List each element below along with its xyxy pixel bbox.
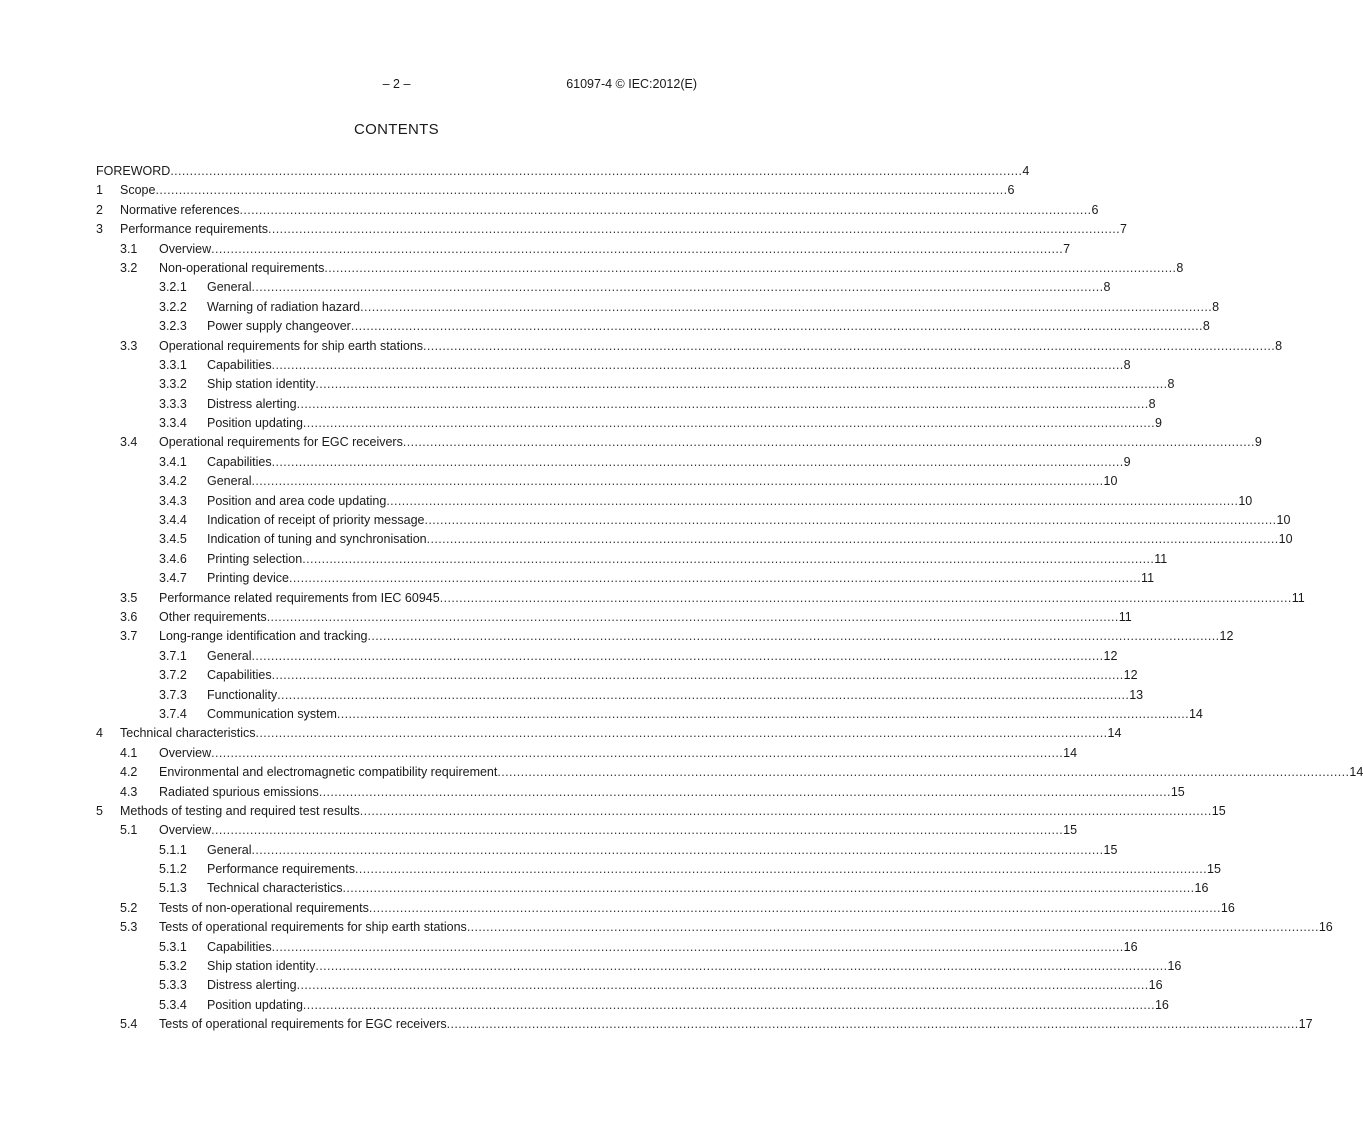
- toc-entry[interactable]: [96, 627, 1234, 646]
- toc-entry-page: 12: [1103, 648, 1118, 663]
- toc-entry-title: Printing selection: [207, 550, 302, 569]
- dot-leader: ............................................................................................................................................................................................................................: [271, 454, 1124, 469]
- toc-entry-title: Environmental and electromagnetic compatibility requirement: [159, 763, 497, 782]
- toc-entry-number: 3.2.3: [159, 319, 187, 334]
- dot-leader: ............................................................................................................................................................................................................................: [211, 241, 1064, 256]
- toc-entry[interactable]: [96, 375, 1175, 394]
- toc-entry[interactable]: [96, 162, 1030, 181]
- dot-leader: ............................................................................................................................................................................................................................: [211, 745, 1064, 760]
- toc-entry-page: 11: [1141, 571, 1155, 586]
- toc-entry[interactable]: [96, 957, 1182, 976]
- toc-entry-title: Capabilities: [207, 356, 272, 375]
- toc-entry-title: Position updating: [207, 996, 303, 1015]
- toc-entry-page: 11: [1154, 551, 1168, 566]
- toc-entry-number: 5.3.4: [159, 997, 187, 1012]
- toc-entry-page: 14: [1107, 726, 1122, 741]
- toc-entry[interactable]: [96, 453, 1131, 472]
- toc-entry-title: General: [207, 278, 251, 297]
- dot-leader: ............................................................................................................................................................................................................................: [350, 319, 1203, 334]
- toc-entry-title: Overview: [159, 821, 211, 840]
- toc-entry-page: 16: [1220, 900, 1235, 915]
- toc-entry[interactable]: [96, 918, 1333, 937]
- toc-entry-title: Normative references: [120, 201, 240, 220]
- toc-entry-title: General: [207, 647, 251, 666]
- toc-entry-page: 16: [1148, 978, 1163, 993]
- toc-entry-page: 14: [1188, 706, 1203, 721]
- toc-entry-title: Communication system: [207, 705, 337, 724]
- toc-entry-page: 11: [1118, 609, 1132, 624]
- toc-entry[interactable]: [96, 666, 1138, 685]
- table-of-contents: [96, 162, 1363, 1035]
- toc-entry-page: 16: [1123, 939, 1138, 954]
- toc-entry-number: 3.7.1: [159, 648, 187, 663]
- toc-entry[interactable]: [96, 1015, 1313, 1034]
- toc-entry-page: 10: [1103, 474, 1118, 489]
- toc-entry-title: Other requirements: [159, 608, 267, 627]
- toc-entry-page: 12: [1219, 629, 1234, 644]
- dot-leader: ............................................................................................................................................................................................................................: [402, 435, 1255, 450]
- toc-entry-number: 3.4: [120, 435, 138, 450]
- toc-entry[interactable]: [96, 433, 1262, 452]
- toc-entry-title: Printing device: [207, 569, 289, 588]
- dot-leader: ............................................................................................................................................................................................................................: [251, 648, 1104, 663]
- toc-entry-page: 8: [1167, 377, 1175, 392]
- toc-entry-number: 5.3: [120, 920, 138, 935]
- toc-entry-title: Overview: [159, 744, 211, 763]
- toc-entry-title: General: [207, 841, 251, 860]
- toc-entry[interactable]: [96, 996, 1169, 1015]
- dot-leader: ............................................................................................................................................................................................................................: [289, 571, 1142, 586]
- toc-entry-number: 3.7.3: [159, 687, 187, 702]
- toc-entry-page: 7: [1063, 241, 1071, 256]
- toc-entry-page: 6: [1007, 183, 1015, 198]
- toc-entry-number: 3.6: [120, 609, 138, 624]
- toc-entry[interactable]: [96, 899, 1235, 918]
- toc-entry[interactable]: [96, 783, 1185, 802]
- toc-entry-number: 1: [96, 183, 103, 198]
- toc-entry-number: 3.2.2: [159, 299, 187, 314]
- toc-entry-number: 3.3.4: [159, 416, 187, 431]
- toc-entry-number: 5.1.1: [159, 842, 187, 857]
- toc-entry-title: Functionality: [207, 686, 277, 705]
- toc-entry[interactable]: [96, 259, 1184, 278]
- dot-leader: ............................................................................................................................................................................................................................: [315, 959, 1168, 974]
- dot-leader: ............................................................................................................................................................................................................................: [446, 1017, 1299, 1032]
- toc-entry-page: 15: [1207, 862, 1221, 877]
- toc-entry-page: 15: [1063, 823, 1078, 838]
- toc-entry-number: 3.5: [120, 590, 138, 605]
- dot-leader: ............................................................................................................................................................................................................................: [267, 222, 1121, 237]
- dot-leader: ............................................................................................................................................................................................................................: [255, 726, 1108, 741]
- toc-entry-title: General: [207, 472, 251, 491]
- toc-entry[interactable]: [96, 511, 1291, 530]
- toc-entry[interactable]: [96, 414, 1162, 433]
- dot-leader: ............................................................................................................................................................................................................................: [426, 532, 1279, 547]
- toc-entry-number: 3.4.4: [159, 513, 187, 528]
- toc-entry[interactable]: [96, 569, 1155, 588]
- toc-entry[interactable]: [96, 317, 1210, 336]
- toc-entry[interactable]: [96, 356, 1131, 375]
- toc-entry-number: 3.2.1: [159, 280, 187, 295]
- toc-entry-title: Warning of radiation hazard: [207, 298, 360, 317]
- toc-entry[interactable]: [96, 530, 1293, 549]
- dot-leader: ............................................................................................................................................................................................................................: [211, 823, 1064, 838]
- toc-entry[interactable]: [96, 240, 1071, 259]
- toc-entry[interactable]: [96, 395, 1156, 414]
- toc-entry-page: 10: [1276, 513, 1291, 528]
- toc-entry-number: 4.1: [120, 745, 138, 760]
- toc-entry-page: 8: [1123, 357, 1131, 372]
- toc-entry-page: 15: [1170, 784, 1185, 799]
- toc-entry-page: 16: [1154, 997, 1169, 1012]
- dot-leader: ............................................................................................................................................................................................................................: [359, 803, 1212, 818]
- toc-entry-page: 8: [1212, 299, 1220, 314]
- toc-entry-page: 10: [1238, 493, 1253, 508]
- toc-entry[interactable]: [96, 337, 1283, 356]
- toc-entry-number: 3.7.2: [159, 668, 187, 683]
- dot-leader: ............................................................................................................................................................................................................................: [466, 920, 1319, 935]
- toc-entry-number: 5.2: [120, 900, 138, 915]
- toc-entry-title: Long-range identification and tracking: [159, 627, 367, 646]
- toc-entry-page: 16: [1167, 959, 1182, 974]
- toc-entry[interactable]: [96, 802, 1226, 821]
- dot-leader: ............................................................................................................................................................................................................................: [354, 862, 1208, 877]
- toc-entry[interactable]: [96, 492, 1253, 511]
- toc-entry[interactable]: [96, 181, 1015, 200]
- dot-leader: ............................................................................................................................................................................................................................: [497, 765, 1350, 780]
- toc-entry-page: 16: [1194, 881, 1209, 896]
- toc-entry-number: 3.4.7: [159, 571, 187, 586]
- toc-entry-title: Performance requirements: [207, 860, 355, 879]
- toc-entry-number: 3.4.5: [159, 532, 187, 547]
- dot-leader: ............................................................................................................................................................................................................................: [251, 280, 1104, 295]
- toc-entry-title: Operational requirements for EGC receivers: [159, 433, 403, 452]
- dot-leader: ............................................................................................................................................................................................................................: [271, 668, 1124, 683]
- toc-entry[interactable]: [96, 879, 1209, 898]
- toc-entry-page: 8: [1275, 338, 1283, 353]
- toc-entry-title: Tests of operational requirements for EGC receivers: [159, 1015, 447, 1034]
- toc-entry-title: Performance requirements: [120, 220, 268, 239]
- toc-entry-page: 16: [1318, 920, 1333, 935]
- toc-entry-title: Non-operational requirements: [159, 259, 324, 278]
- toc-entry-page: 14: [1349, 765, 1363, 780]
- toc-entry[interactable]: [96, 841, 1118, 860]
- toc-entry-number: 4.2: [120, 765, 138, 780]
- dot-leader: ............................................................................................................................................................................................................................: [342, 881, 1195, 896]
- toc-entry-number: 3.3: [120, 338, 138, 353]
- toc-entry[interactable]: [96, 278, 1111, 297]
- toc-entry-number: 3.4.1: [159, 454, 187, 469]
- toc-entry-title: Distress alerting: [207, 976, 297, 995]
- toc-entry-title: Radiated spurious emissions: [159, 783, 319, 802]
- toc-entry-page: 9: [1123, 454, 1131, 469]
- dot-leader: ............................................................................................................................................................................................................................: [302, 416, 1155, 431]
- toc-entry-title: Indication of tuning and synchronisation: [207, 530, 427, 549]
- toc-entry-page: 6: [1091, 202, 1099, 217]
- toc-entry[interactable]: [96, 763, 1363, 782]
- toc-entry[interactable]: [96, 686, 1144, 705]
- dot-leader: ............................................................................................................................................................................................................................: [315, 377, 1168, 392]
- toc-entry-title: Ship station identity: [207, 375, 315, 394]
- toc-entry[interactable]: [96, 821, 1078, 840]
- toc-entry-page: 15: [1211, 803, 1226, 818]
- toc-entry-title: Power supply changeover: [207, 317, 351, 336]
- toc-entry-page: 14: [1063, 745, 1078, 760]
- toc-entry-page: 15: [1103, 842, 1118, 857]
- dot-leader: ............................................................................................................................................................................................................................: [318, 784, 1171, 799]
- toc-entry-title: Capabilities: [207, 938, 272, 957]
- contents-title: CONTENTS: [354, 121, 439, 138]
- toc-entry[interactable]: [96, 976, 1163, 995]
- toc-entry-number: 5.1.3: [159, 881, 187, 896]
- toc-entry[interactable]: [96, 938, 1138, 957]
- toc-entry-title: Operational requirements for ship earth stations: [159, 337, 423, 356]
- toc-entry-title: Methods of testing and required test results: [120, 802, 360, 821]
- toc-entry-number: 3.7: [120, 629, 138, 644]
- toc-entry-title: Tests of non-operational requirements: [159, 899, 369, 918]
- toc-entry-title: Overview: [159, 240, 211, 259]
- dot-leader: ............................................................................................................................................................................................................................: [302, 551, 1155, 566]
- toc-entry-number: 3.1: [120, 241, 138, 256]
- dot-leader: ............................................................................................................................................................................................................................: [423, 338, 1276, 353]
- dot-leader: ............................................................................................................................................................................................................................: [271, 939, 1124, 954]
- toc-entry-number: 3.2: [120, 260, 138, 275]
- toc-entry-number: 3: [96, 222, 103, 237]
- dot-leader: ............................................................................................................................................................................................................................: [251, 842, 1104, 857]
- toc-entry-page: 8: [1103, 280, 1111, 295]
- toc-entry-number: 3.3.1: [159, 357, 187, 372]
- toc-entry[interactable]: [96, 860, 1221, 879]
- toc-entry-number: 5.3.2: [159, 959, 187, 974]
- dot-leader: ............................................................................................................................................................................................................................: [155, 183, 1008, 198]
- dot-leader: ............................................................................................................................................................................................................................: [170, 164, 1023, 178]
- toc-entry-page: 9: [1254, 435, 1262, 450]
- toc-entry[interactable]: [96, 201, 1099, 220]
- toc-entry[interactable]: [96, 550, 1168, 569]
- dot-leader: ............................................................................................................................................................................................................................: [424, 513, 1277, 528]
- toc-entry-number: 3.4.6: [159, 551, 187, 566]
- toc-entry-title: Scope: [120, 181, 155, 200]
- dot-leader: ............................................................................................................................................................................................................................: [277, 687, 1130, 702]
- toc-entry-title: Distress alerting: [207, 395, 297, 414]
- toc-entry-page: 9: [1154, 416, 1162, 431]
- toc-entry[interactable]: [96, 705, 1203, 724]
- toc-entry-page: 11: [1291, 590, 1305, 605]
- toc-entry-page: 8: [1148, 396, 1156, 411]
- dot-leader: ............................................................................................................................................................................................................................: [367, 629, 1220, 644]
- dot-leader: ............................................................................................................................................................................................................................: [386, 493, 1239, 508]
- toc-entry[interactable]: [96, 589, 1305, 608]
- toc-entry-title: FOREWORD: [96, 162, 170, 181]
- toc-entry-number: 3.7.4: [159, 706, 187, 721]
- dot-leader: ............................................................................................................................................................................................................................: [296, 978, 1149, 993]
- toc-entry-title: Indication of receipt of priority message: [207, 511, 424, 530]
- dot-leader: ............................................................................................................................................................................................................................: [336, 706, 1189, 721]
- dot-leader: ............................................................................................................................................................................................................................: [251, 474, 1104, 489]
- dot-leader: ............................................................................................................................................................................................................................: [239, 202, 1092, 217]
- dot-leader: ............................................................................................................................................................................................................................: [368, 900, 1221, 915]
- dot-leader: ............................................................................................................................................................................................................................: [302, 997, 1155, 1012]
- dot-leader: ............................................................................................................................................................................................................................: [296, 396, 1149, 411]
- dot-leader: ............................................................................................................................................................................................................................: [271, 357, 1124, 372]
- toc-entry[interactable]: [96, 472, 1118, 491]
- dot-leader: ............................................................................................................................................................................................................................: [360, 299, 1213, 314]
- toc-entry-number: 5.3.3: [159, 978, 187, 993]
- toc-entry-page: 13: [1129, 687, 1144, 702]
- toc-entry[interactable]: [96, 724, 1122, 743]
- toc-entry-title: Position updating: [207, 414, 303, 433]
- toc-entry-title: Performance related requirements from IEC 60945: [159, 589, 440, 608]
- toc-entry-title: Tests of operational requirements for ship earth stations: [159, 918, 467, 937]
- toc-entry-title: Capabilities: [207, 453, 272, 472]
- toc-entry-number: 5.3.1: [159, 939, 187, 954]
- page-number: – 2 –: [382, 77, 411, 91]
- toc-entry-page: 8: [1176, 260, 1184, 275]
- dot-leader: ............................................................................................................................................................................................................................: [439, 590, 1292, 605]
- toc-entry-title: Technical characteristics: [120, 724, 255, 743]
- toc-entry-number: 2: [96, 202, 103, 217]
- toc-entry-page: 8: [1202, 319, 1210, 334]
- toc-entry-page: 7: [1120, 222, 1127, 237]
- toc-entry-title: Ship station identity: [207, 957, 315, 976]
- toc-entry-page: 10: [1278, 532, 1293, 547]
- toc-entry-number: 3.4.2: [159, 474, 187, 489]
- toc-entry[interactable]: [96, 744, 1078, 763]
- toc-entry-title: Technical characteristics: [207, 879, 342, 898]
- standard-reference: 61097-4 © IEC:2012(E): [566, 77, 697, 91]
- toc-entry[interactable]: [96, 220, 1127, 239]
- toc-entry-number: 3.4.3: [159, 493, 187, 508]
- toc-entry[interactable]: [96, 647, 1118, 666]
- toc-entry-number: 5.1.2: [159, 862, 187, 877]
- toc-entry-number: 4: [96, 726, 103, 741]
- toc-entry-title: Capabilities: [207, 666, 272, 685]
- dot-leader: ............................................................................................................................................................................................................................: [324, 260, 1177, 275]
- toc-entry-number: 5.4: [120, 1017, 138, 1032]
- toc-entry-page: 17: [1298, 1017, 1313, 1032]
- toc-entry-number: 5: [96, 803, 103, 818]
- toc-entry-number: 3.3.2: [159, 377, 187, 392]
- dot-leader: ............................................................................................................................................................................................................................: [266, 609, 1119, 624]
- toc-entry-number: 5.1: [120, 823, 138, 838]
- toc-entry-page: 12: [1123, 668, 1138, 683]
- toc-entry-number: 3.3.3: [159, 396, 187, 411]
- toc-entry[interactable]: [96, 608, 1132, 627]
- toc-entry-number: 4.3: [120, 784, 138, 799]
- toc-entry[interactable]: [96, 298, 1220, 317]
- toc-entry-title: Position and area code updating: [207, 492, 386, 511]
- toc-entry-page: 4: [1022, 164, 1030, 178]
